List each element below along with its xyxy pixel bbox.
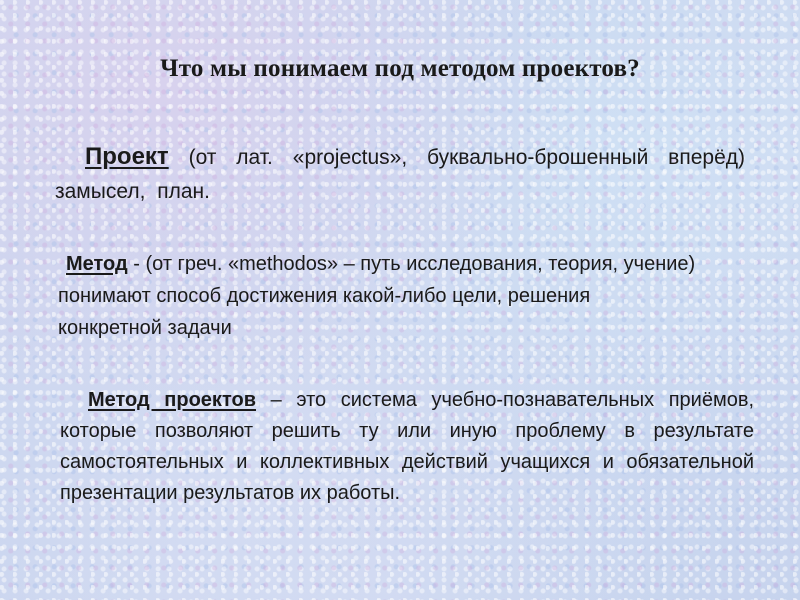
term-project-method: Метод проектов [88,389,256,411]
definition-project [55,140,745,209]
definition-project-method [60,385,754,509]
slide-title: Что мы понимаем под методом проектов? [160,55,640,82]
definition-method [58,248,698,344]
definition-method-text: - (от греч. «methodos» – путь исследования, теория, учение) понимают способ достижения какой-либо цели, решения конкретной задачи [58,253,696,339]
term-project: Проект [85,143,169,170]
definition-project-method-text: – это система учебно-познавательных приёмов, которые позволяют решить ту или иную проблему в результате самостоятельных и коллективных действий учащихся и обязательной презентации результатов их работы. [60,389,755,504]
term-method: Метод [66,253,128,275]
definition-project-text: (от лат. «projectus», буквально-брошенный вперёд) замысел, план. [55,146,745,203]
